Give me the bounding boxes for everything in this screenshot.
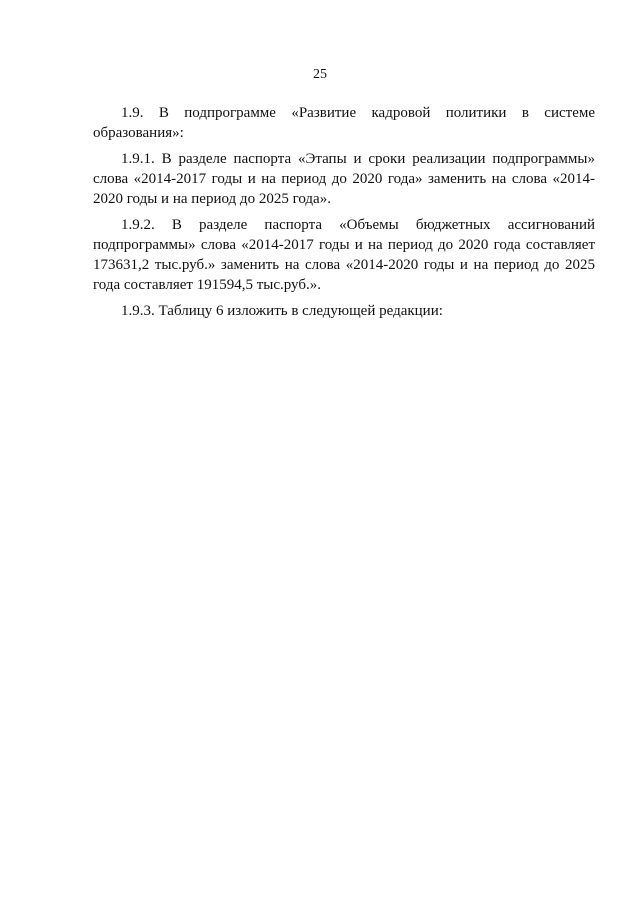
paragraph-1-9-3: 1.9.3. Таблицу 6 изложить в следующей редакции: <box>121 303 443 319</box>
document-body <box>93 103 595 327</box>
paragraph-1-9-2: 1.9.2. В разделе паспорта «Объемы бюджетных ассигнований подпрограммы» слова «2014-2017 годы и на период до 2020 года составляет 173631,2 тыс.руб.» заменить на слова «2014-2020 годы и на период до 2025 года составляет 191594,5 тыс.руб.». <box>93 217 595 293</box>
page-number: 25 <box>313 67 327 82</box>
paragraph-1-9: 1.9. В подпрограмме «Развитие кадровой политики в системе образования»: <box>93 105 595 141</box>
paragraph-1-9-1: 1.9.1. В разделе паспорта «Этапы и сроки реализации подпрограммы» слова «2014-2017 годы и на период до 2020 года» заменить на слова «2014-2020 годы и на период до 2025 года». <box>93 151 595 207</box>
